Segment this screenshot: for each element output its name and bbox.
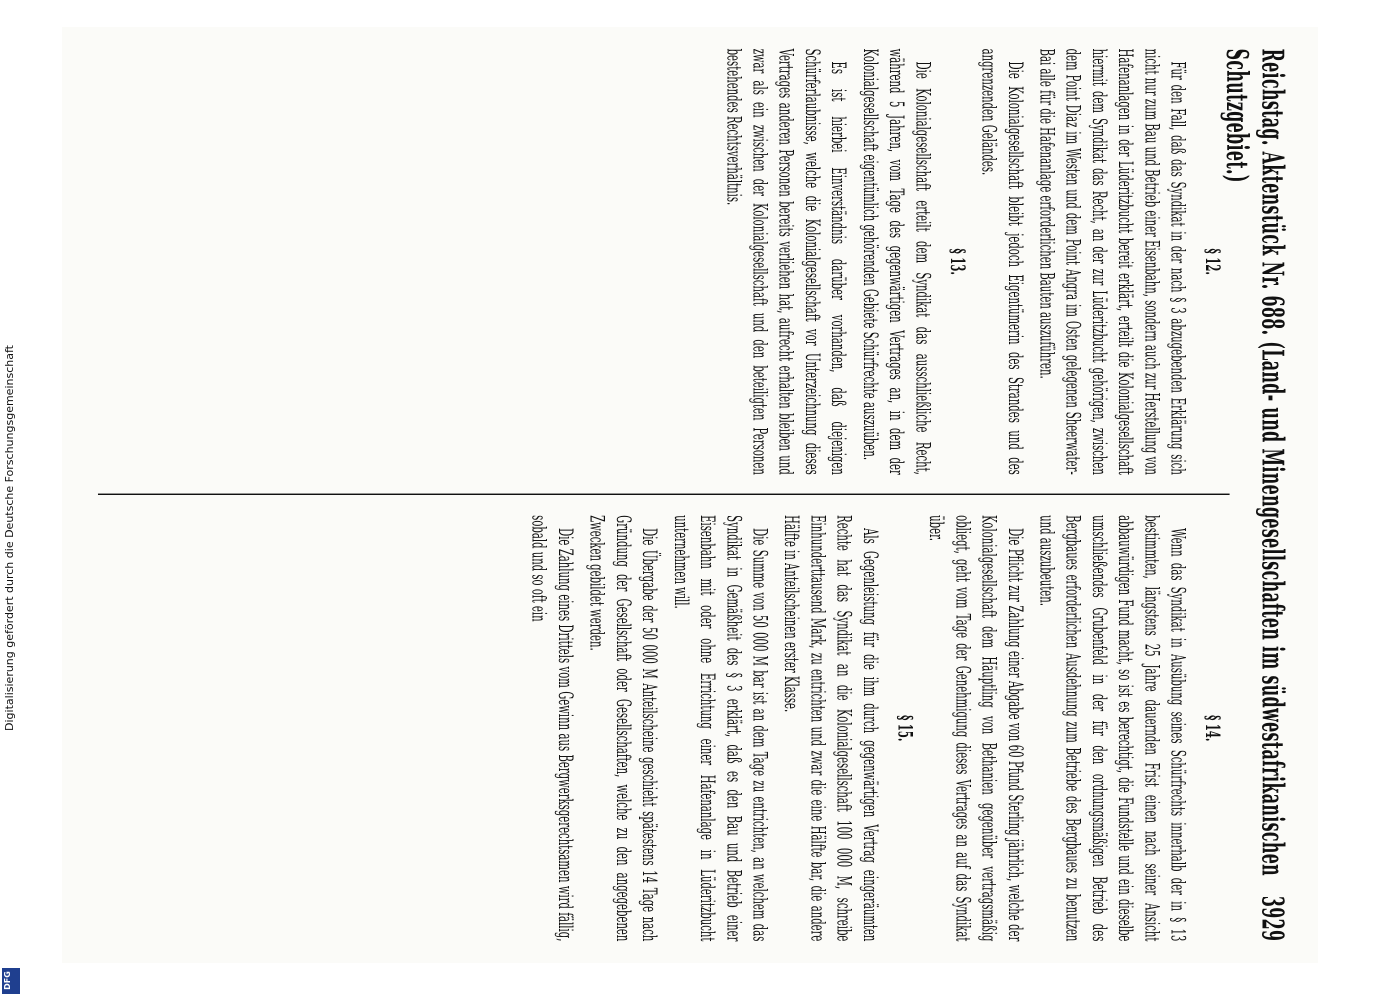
paragraph: Die Kolonialgesellschaft erteilt dem Syndikat das ausschließliche Recht, während 5 Jahren, vom Tage des gegenwärtigen Vertrages an, in dem der Kolonialgesellschaft eigentümlich gehörenden Gebiete Schürfrechte auszuüben. — [858, 48, 933, 475]
dfg-logo-icon — [2, 968, 20, 994]
paragraph: Die Zahlung eines Drittels vom Gewinn aus Bergwerksgerechtsamen wird fällig, sobald und so oft ein — [527, 515, 576, 942]
digitization-note: Digitalisierung gefördert durch die Deutsche Forschungsgemeinschaft — [3, 345, 16, 731]
paragraph: Es ist hierbei Einverständnis darüber vorhanden, daß diejenigen Schürferlaubnisse, welche die Kolonialgesellschaft vor Unterzeichnung dieses Vertrages anderen Personen bereits verliehen hat, aufrecht erhalten bleiben und zwar als ein zwischen der Kolonialgesellschaft und den beteiligten Personen bestehendes Rechtsverhältnis. — [721, 48, 849, 475]
scanned-page — [62, 27, 1318, 963]
running-title: Reichstag. Aktenstück Nr. 688. (Land- und Minengesellschaften im südwestafrikanischen Schutzgebiet.) — [1218, 48, 1291, 877]
paragraph: Als Gegenleistung für die ihm durch gegenwärtigen Vertrag eingeräumten Rechte hat das Syndikat an die Kolonialgesellschaft 100 000 M, schreibe Einhunderttausend Mark, zu entrichten und zwar die eine Hälfte bar, die andere Hälfte in Anteilscheinen erster Klasse. — [779, 515, 881, 942]
paragraph: Die Kolonialgesellschaft bleibt jedoch Eigentümerin des Strandes und des angrenzenden Geländes. — [977, 48, 1026, 475]
digitization-footer — [0, 108, 22, 988]
page-number: 3929 — [1254, 895, 1291, 942]
page-header — [1218, 48, 1291, 942]
paragraph: Für den Fall, daß das Syndikat in der nach § 3 abzugebenden Erklärung sich nicht nur zum Bau und Betrieb einer Eisenbahn, sondern auch zur Herstellung von Hafenanlagen in der Lüderitzbucht bereit erklärt, erteilt die Kolonialgesellschaft hiermit dem Syndikat das Recht, an der zur Lüderitzbucht gehörigen, zwischen dem Point Diaz im Westen und dem Point Angra im Osten gelegenen Sheerwater-Bai alle für die Hafenanlage erforderlichen Bauten auszuführen. — [1035, 48, 1189, 475]
left-column — [98, 49, 1230, 475]
paragraph: Die Summe von 50 000 M bar ist an dem Tage zu entrichten, an welchem das Syndikat in Gemäßheit des § 3 erklärt, daß es den Bau und Betrieb einer Eisenbahn mit oder ohne Errichtung einer Hafenanlage in Lüderitzbucht unternehmen will. — [669, 515, 771, 942]
paragraph: Die Übergabe der 50 000 M Anteilscheine geschieht spätestens 14 Tage nach Gründung der Gesellschaft oder Gesellschaften, welche zu den angegebenen Zwecken gebildet werden. — [585, 515, 660, 942]
section-13-title: § 13. — [945, 248, 968, 275]
paragraph: Die Pflicht zur Zahlung einer Abgabe von 60 Pfund Sterling jährlich, welche der Kolonialgesellschaft dem Häuptling von Bethanien gegenüber vertragsmäßig obliegt, geht vom Tage der Genehmigung dieses Vertrages an auf das Syndikat über. — [924, 515, 1026, 942]
section-14-title: § 14. — [1200, 715, 1223, 742]
paragraph: Wenn das Syndikat in Ausübung seines Schürfrechts innerhalb der in § 13 bestimmten, längstens 25 Jahre dauernden Frist einen nach seiner Ansicht abbauwürdigen Fund macht, so ist es berechtigt, die Fundstelle und ein dieselbe umschließendes Grubenfeld in der für den ordnungsmäßigen Betrieb des Bergbaues erforderlichen Ausdehnung zum Betriebe des Bergbaues zu benutzen und auszubeuten. — [1035, 515, 1189, 942]
dfg-logo-label: DFG — [2, 971, 12, 990]
section-12-title: § 12. — [1200, 248, 1223, 275]
section-15-title: § 15. — [892, 715, 915, 742]
column-divider — [98, 494, 1230, 495]
right-column — [98, 515, 1230, 941]
